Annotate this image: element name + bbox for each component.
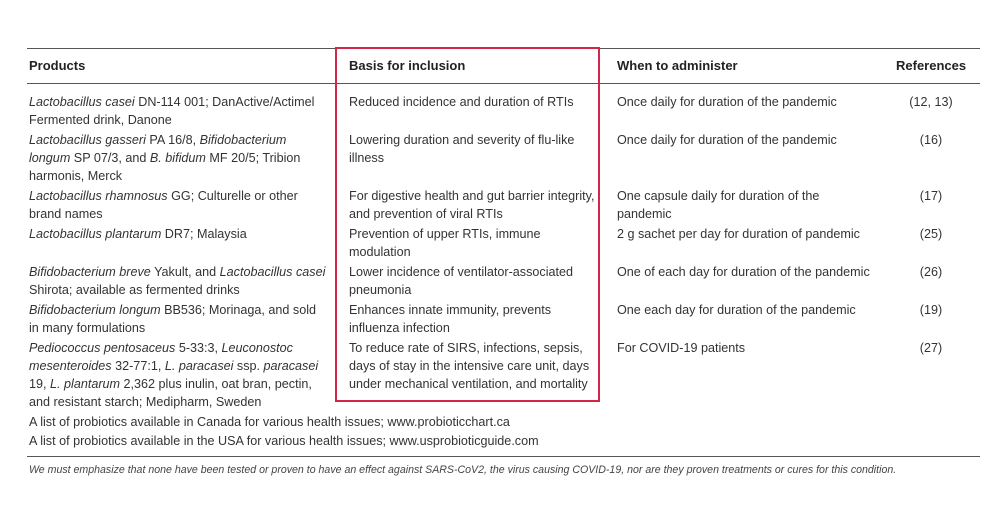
product-text: 2,362 plus inulin, oat bran, pectin, and resistant starch; Medipharm, Sweden bbox=[29, 377, 312, 409]
table-header-rule bbox=[27, 83, 980, 84]
product-text: ssp. bbox=[233, 359, 264, 373]
reference-link[interactable]: 16 bbox=[923, 133, 938, 147]
species-name: Pediococcus pentosaceus bbox=[29, 341, 176, 355]
product-text: SP 07/3, and bbox=[70, 151, 150, 165]
basis-cell: To reduce rate of SIRS, infections, sepsis, days of stay in the intensive care unit, days under mechanical ventilation, and mortality bbox=[349, 341, 590, 391]
reference-link[interactable]: 27 bbox=[923, 341, 938, 355]
product-text: GG; Culturelle or other brand names bbox=[29, 189, 298, 221]
references-cell: (25) bbox=[919, 227, 943, 241]
product-text: Shirota; available as fermented drinks bbox=[29, 283, 240, 297]
product-cell bbox=[29, 339, 329, 411]
product-text: PA 16/8, bbox=[145, 133, 200, 147]
references-cell: (27) bbox=[919, 341, 943, 355]
column-header-products: Products bbox=[29, 58, 86, 73]
reference-link[interactable]: 17 bbox=[923, 189, 938, 203]
species-name: Leuconostoc mesenteroides bbox=[29, 341, 293, 373]
product-text: Yakult, and bbox=[150, 265, 220, 279]
when-cell: One of each day for duration of the pandemic bbox=[617, 265, 870, 279]
references-cell: (26) bbox=[919, 265, 943, 279]
species-name: Lactobacillus casei bbox=[29, 95, 135, 109]
species-name: L. plantarum bbox=[50, 377, 121, 391]
product-text: DN-114 001; DanActive/Actimel Fermented drink, Danone bbox=[29, 95, 315, 127]
when-cell: One each day for duration of the pandemic bbox=[617, 303, 856, 317]
footnote: We must emphasize that none have been tested or proven to have an effect against SARS-CoV2, the virus causing COVID-19, nor are they proven treatments or cures for this condition. bbox=[29, 464, 897, 476]
column-header-references: References bbox=[896, 58, 967, 73]
species-name: Bifidobacterium longum bbox=[29, 133, 287, 165]
product-text: 19, bbox=[29, 377, 51, 391]
basis-cell: Lowering duration and severity of flu-like illness bbox=[349, 133, 575, 165]
column-header-basis: Basis for inclusion bbox=[349, 58, 466, 73]
product-text: MF 20/5; Tribion harmonis, Merck bbox=[29, 151, 301, 183]
when-cell: For COVID-19 patients bbox=[617, 341, 746, 355]
species-name: Bifidobacterium longum bbox=[29, 303, 161, 317]
basis-cell: Reduced incidence and duration of RTIs bbox=[349, 95, 574, 109]
product-cell bbox=[29, 93, 329, 129]
product-text: BB536; Morinaga, and sold in many formulations bbox=[29, 303, 317, 335]
basis-cell: Enhances innate immunity, prevents influenza infection bbox=[349, 303, 552, 335]
product-cell bbox=[29, 301, 329, 337]
reference-link[interactable]: 13 bbox=[934, 95, 949, 109]
when-cell: 2 g sachet per day for duration of pandemic bbox=[617, 227, 860, 241]
product-text: 5-33:3, bbox=[175, 341, 222, 355]
species-name: B. bifidum bbox=[149, 151, 206, 165]
species-name: L. paracasei bbox=[164, 359, 234, 373]
when-cell: One capsule daily for duration of the pandemic bbox=[617, 189, 820, 221]
product-text: DR7; Malaysia bbox=[161, 227, 247, 241]
species-name: Lactobacillus gasseri bbox=[29, 133, 146, 147]
product-cell bbox=[29, 187, 329, 223]
basis-cell: For digestive health and gut barrier integrity, and prevention of viral RTIs bbox=[349, 189, 595, 221]
basis-cell: Lower incidence of ventilator-associated pneumonia bbox=[349, 265, 574, 297]
product-cell bbox=[29, 131, 329, 185]
species-name: Lactobacillus plantarum bbox=[29, 227, 162, 241]
species-name: Lactobacillus rhamnosus bbox=[29, 189, 168, 203]
species-name: Lactobacillus casei bbox=[219, 265, 326, 279]
table-top-rule bbox=[27, 48, 980, 49]
reference-link[interactable]: 25 bbox=[923, 227, 938, 241]
species-name: paracasei bbox=[263, 359, 319, 373]
product-text: 32-77:1, bbox=[111, 359, 165, 373]
references-cell: (12, 13) bbox=[909, 95, 953, 109]
reference-link[interactable]: 19 bbox=[923, 303, 938, 317]
reference-link[interactable]: 26 bbox=[923, 265, 938, 279]
note-canada: A list of probiotics available in Canada for various health issues; www.probioticchart.ca bbox=[29, 415, 510, 429]
product-cell bbox=[29, 225, 329, 243]
note-usa: A list of probiotics available in the USA for various health issues; www.usprobioticguide.com bbox=[29, 434, 539, 448]
when-cell: Once daily for duration of the pandemic bbox=[617, 133, 837, 147]
basis-cell: Prevention of upper RTIs, immune modulation bbox=[349, 227, 541, 259]
when-cell: Once daily for duration of the pandemic bbox=[617, 95, 837, 109]
table-bottom-rule bbox=[27, 456, 980, 457]
references-cell: (17) bbox=[919, 189, 943, 203]
species-name: Bifidobacterium breve bbox=[29, 265, 151, 279]
product-cell bbox=[29, 263, 329, 299]
references-cell: (16) bbox=[919, 133, 943, 147]
column-header-when: When to administer bbox=[617, 58, 738, 73]
reference-link[interactable]: 12 bbox=[913, 95, 928, 109]
references-cell: (19) bbox=[919, 303, 943, 317]
